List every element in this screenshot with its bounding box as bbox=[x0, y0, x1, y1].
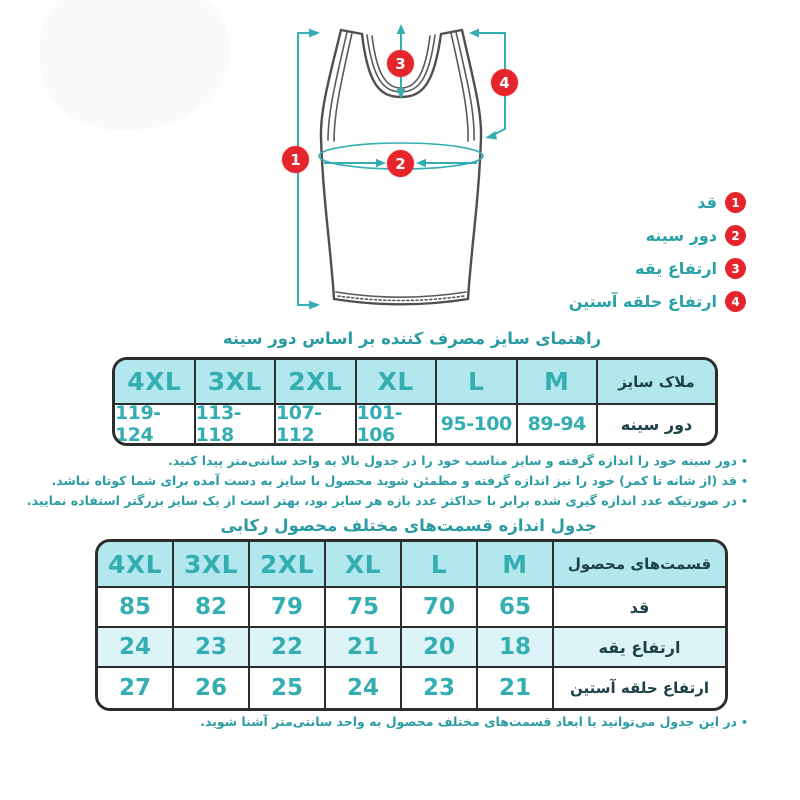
note-line: •قد (از شانه تا کمر) خود را نیز اندازه گرفته و مطمئن شوید محصول با سایز به دست آمده برای شما کوتاه نباشد. bbox=[51, 473, 748, 488]
length-xl: 75 bbox=[326, 588, 402, 628]
length-m: 65 bbox=[478, 588, 554, 628]
parts-table-note bbox=[200, 712, 748, 732]
legend-label-armhole: ارتفاع حلقه آستین bbox=[568, 292, 717, 311]
size-header-l: L bbox=[437, 360, 518, 405]
collar-4xl: 24 bbox=[98, 628, 174, 668]
chest-range-l: 95-100 bbox=[437, 405, 518, 443]
armhole-m: 21 bbox=[478, 668, 554, 708]
bullet-icon: • bbox=[740, 475, 748, 488]
legend-label-length: قد bbox=[697, 193, 717, 212]
note-line: •در صورتیکه عدد اندازه گیری شده برابر با حداکثر عدد بازه هر سایز بود، بهتر است از یک سایز بزرگتر استفاده نمایید. bbox=[26, 493, 748, 508]
armhole-row-label: ارتفاع حلقه آستین bbox=[554, 668, 725, 708]
legend-badge-1: 1 bbox=[725, 192, 746, 213]
legend-row-chest bbox=[646, 225, 746, 246]
parts-measurement-table bbox=[95, 539, 728, 711]
parts-size-header-4xl: 4XL bbox=[98, 542, 174, 588]
collar-row-label: ارتفاع یقه bbox=[554, 628, 725, 668]
armhole-3xl: 26 bbox=[174, 668, 250, 708]
bullet-icon: • bbox=[740, 495, 748, 508]
length-3xl: 82 bbox=[174, 588, 250, 628]
size-header-3xl: 3XL bbox=[196, 360, 277, 405]
length-row-label: قد bbox=[554, 588, 725, 628]
measurement-legend bbox=[569, 192, 746, 312]
armhole-l: 23 bbox=[402, 668, 478, 708]
length-2xl: 79 bbox=[250, 588, 326, 628]
size-criterion-header: ملاک سایز bbox=[598, 360, 715, 405]
bullet-icon: • bbox=[740, 455, 748, 468]
legend-badge-4: 4 bbox=[725, 291, 746, 312]
diagram-marker-4: 4 bbox=[491, 69, 518, 96]
collar-l: 20 bbox=[402, 628, 478, 668]
legend-row-collar bbox=[635, 258, 746, 279]
size-guide-notes bbox=[27, 451, 748, 511]
size-header-4xl: 4XL bbox=[115, 360, 196, 405]
chest-range-4xl: 119-124 bbox=[115, 405, 196, 443]
note-line: •در این جدول می‌توانید با ابعاد قسمت‌های مختلف محصول به واحد سانتی‌متر آشنا شوید. bbox=[200, 714, 748, 729]
collar-m: 18 bbox=[478, 628, 554, 668]
parts-table-title: جدول اندازه قسمت‌های مختلف محصول رکابی bbox=[220, 516, 597, 535]
diagram-marker-3: 3 bbox=[387, 50, 414, 77]
legend-label-collar: ارتفاع یقه bbox=[635, 259, 717, 278]
parts-size-header-2xl: 2XL bbox=[250, 542, 326, 588]
collar-xl: 21 bbox=[326, 628, 402, 668]
chest-range-2xl: 107-112 bbox=[276, 405, 357, 443]
length-l: 70 bbox=[402, 588, 478, 628]
legend-row-armhole bbox=[569, 291, 746, 312]
armhole-2xl: 25 bbox=[250, 668, 326, 708]
chest-range-xl: 101-106 bbox=[357, 405, 438, 443]
length-4xl: 85 bbox=[98, 588, 174, 628]
size-header-2xl: 2XL bbox=[276, 360, 357, 405]
parts-header-label: قسمت‌های محصول bbox=[554, 542, 725, 588]
legend-badge-3: 3 bbox=[725, 258, 746, 279]
chest-range-3xl: 113-118 bbox=[196, 405, 277, 443]
armhole-4xl: 27 bbox=[98, 668, 174, 708]
size-guide-table bbox=[112, 357, 718, 446]
parts-size-header-m: M bbox=[478, 542, 554, 588]
bullet-icon: • bbox=[740, 716, 748, 729]
legend-row-length bbox=[697, 192, 746, 213]
chest-range-m: 89-94 bbox=[518, 405, 599, 443]
parts-size-header-xl: XL bbox=[326, 542, 402, 588]
legend-badge-2: 2 bbox=[725, 225, 746, 246]
collar-2xl: 22 bbox=[250, 628, 326, 668]
legend-label-chest: دور سینه bbox=[645, 226, 717, 245]
chest-row-label: دور سینه bbox=[598, 405, 715, 443]
collar-3xl: 23 bbox=[174, 628, 250, 668]
diagram-marker-2: 2 bbox=[387, 150, 414, 177]
note-line: •دور سینه خود را اندازه گرفته و سایز مناسب خود را در جدول بالا به واحد سانتی‌متر پیدا کنید. bbox=[167, 453, 748, 468]
size-guide-title: راهنمای سایز مصرف کننده بر اساس دور سینه bbox=[222, 329, 602, 348]
armhole-xl: 24 bbox=[326, 668, 402, 708]
parts-size-header-l: L bbox=[402, 542, 478, 588]
parts-size-header-3xl: 3XL bbox=[174, 542, 250, 588]
size-header-m: M bbox=[518, 360, 599, 405]
diagram-marker-1: 1 bbox=[282, 146, 309, 173]
size-header-xl: XL bbox=[357, 360, 438, 405]
